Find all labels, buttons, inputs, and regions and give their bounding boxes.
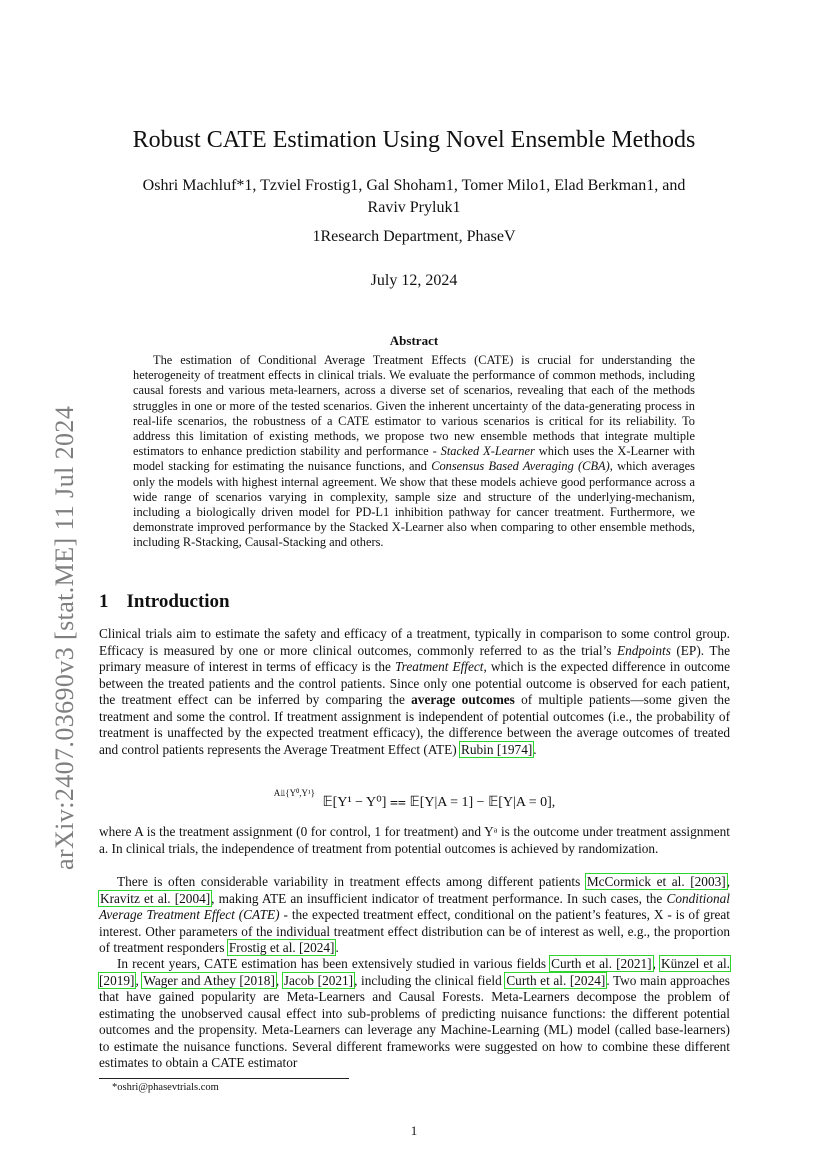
author-line-1: Oshri Machluf*1, Tzviel Frostig1, Gal Shoham1, Tomer Milo1, Elad Berkman1, and xyxy=(142,177,686,194)
section-title: Introduction xyxy=(126,591,230,612)
emphasis: Conditional Average Treatment Effect (CATE) xyxy=(99,890,730,922)
abstract-text-2: which uses the X-Learner with model stacking for estimating the nuisance functions, and xyxy=(133,444,695,474)
text-run: In recent years, CATE estimation has been extensively studied in various fields xyxy=(117,956,551,971)
author-line-2: Raviv Pryluk1 xyxy=(367,199,461,216)
abstract-body xyxy=(133,353,695,551)
intro-paragraph-3 xyxy=(99,874,730,957)
abstract-emphasis-1: Stacked X-Learner xyxy=(440,444,535,459)
bold-text: average outcomes xyxy=(411,692,515,707)
citation-link[interactable]: Curth et al. [2021] xyxy=(551,956,652,971)
affiliation: 1Research Department, PhaseV xyxy=(312,228,516,245)
abstract-text-3: , which averages only the models with highest internal agreement. We show that these models achieve good performance across a wide range of scenarios varying in complexity, sample size and structure of the underlying-mechanism, including a biologically driven model for PD-L1 inhibition pathway for cancer treatment. Furthermore, we demonstrate improved performance by the Stacked X-Learner also when comparing to other ensemble methods, including R-Stacking, Causal-Stacking and others. xyxy=(133,459,696,550)
page-number: 1 xyxy=(410,1123,418,1138)
text-run: - the expected treatment effect, conditional on the patient’s features, X - is of great interest. Other parameters of the individual treatment effect distribution can be of interest as well, e.g., the proportion of treatment responders xyxy=(99,907,730,955)
paper-title: Robust CATE Estimation Using Novel Ensemble Methods xyxy=(132,127,696,153)
equation-independence-label: A⫫{Y⁰,Y¹} xyxy=(273,788,315,798)
section-number: 1 xyxy=(99,591,109,612)
text-run: of multiple patients—some given the treatment and some the control. If treatment assignment is independent of potential outcomes (i.e., the probability of treatment is unaffected by the expected treatment efficacy), the difference between the average outcomes of treated and control patients represents the Average Treatment Effect (ATE) xyxy=(99,692,730,757)
text-run: , xyxy=(726,874,731,889)
ate-equation xyxy=(99,788,730,811)
equation-text: 𝔼[Y¹ − Y⁰] ⩵ 𝔼[Y|A = 1] − 𝔼[Y|A = 0], xyxy=(322,795,556,810)
text-run: (EP). The primary measure of interest in terms of efficacy is the xyxy=(99,642,730,674)
text-run: . Two main approaches that have gained popularity are Meta-Learners and Causal Forests. Meta-Learners decompose the problem of estimating the unobserved causal effect into sub-problems of predicting nuisance functions: the different potential outcomes and the propensity. Meta-Learners can leverage any Machine-Learning (ML) model (called base-learners) to estimate the nuisance functions. Several different frameworks were suggested on how to combine these different estimates to obtain a CATE estimator xyxy=(99,972,730,1070)
abstract-emphasis-2: Consensus Based Averaging (CBA) xyxy=(431,459,610,474)
text-run: , xyxy=(275,972,283,988)
emphasis: Endpoints xyxy=(616,642,671,658)
footnote-email: *oshri@phasevtrials.com xyxy=(112,1082,219,1093)
citation-link[interactable]: Jacob [2021] xyxy=(283,972,354,988)
citation-link[interactable]: Kravitz et al. [2004] xyxy=(100,890,211,906)
text-run: , including the clinical field xyxy=(354,972,506,988)
text-run: . xyxy=(533,741,537,757)
intro-paragraph-1 xyxy=(99,626,730,758)
footnote-rule xyxy=(99,1078,349,1079)
citation-link[interactable]: Rubin [1974] xyxy=(461,741,533,757)
text-run: There is often considerable variability in treatment effects among different patients xyxy=(117,874,586,889)
intro-paragraph-2: where A is the treatment assignment (0 for control, 1 for treatment) and Yᵃ is the outcome under treatment assignment a. In clinical trials, the independence of treatment from potential outcomes is achieved by randomization. xyxy=(99,824,730,856)
citation-link[interactable]: Frostig et al. [2024] xyxy=(228,940,335,955)
citation-link[interactable]: Wager and Athey [2018] xyxy=(143,972,275,988)
text-run: Clinical trials aim to estimate the safety and efficacy of a treatment, typically in comparison to some control group. Efficacy is measured by one or more clinical outcomes, commonly referred to as the trial’s xyxy=(99,626,730,658)
abstract-heading: Abstract xyxy=(389,333,439,348)
publication-date: July 12, 2024 xyxy=(370,272,458,289)
arxiv-side-stamp xyxy=(10,370,79,870)
text-run: , xyxy=(135,972,143,988)
citation-link[interactable]: McCormick et al. [2003] xyxy=(586,874,726,889)
emphasis: Treatment Effect xyxy=(394,659,484,674)
abstract-text-1: The estimation of Conditional Average Treatment Effects (CATE) is crucial for understanding the heterogeneity of treatment effects in clinical trials. We evaluate the performance of common methods, including causal forests and various meta-learners, across a diverse set of scenarios, revealing that each of the methods struggles in one or more of the tested scenarios. Given the inherent uncertainty of the data-generating process in real-life scenarios, the robustness of a CATE estimator to various scenarios is critical for its reliability. To address this limitation of existing methods, we propose two new ensemble methods that integrate multiple estimators to enhance prediction stability and performance - xyxy=(133,353,695,459)
text-run: . xyxy=(335,940,339,955)
section-heading xyxy=(99,591,230,613)
text-run: , making ATE an insufficient indicator of treatment performance. In such cases, the xyxy=(211,890,667,906)
citation-link[interactable]: Künzel et al. [2019] xyxy=(99,956,731,988)
text-run: , which is the expected difference in outcome between the treated patients and the control patients. Since only one potential outcome is observed for each patient, the treatment effect can be inferred by comparing the xyxy=(99,659,730,707)
intro-paragraph-4 xyxy=(99,956,730,1072)
citation-link[interactable]: Curth et al. [2024] xyxy=(506,972,606,988)
text-run: , xyxy=(652,956,660,971)
arxiv-id-text: arXiv:2407.03690v3 [stat.ME] 11 Jul 2024 xyxy=(50,405,79,870)
author-list xyxy=(130,175,698,219)
